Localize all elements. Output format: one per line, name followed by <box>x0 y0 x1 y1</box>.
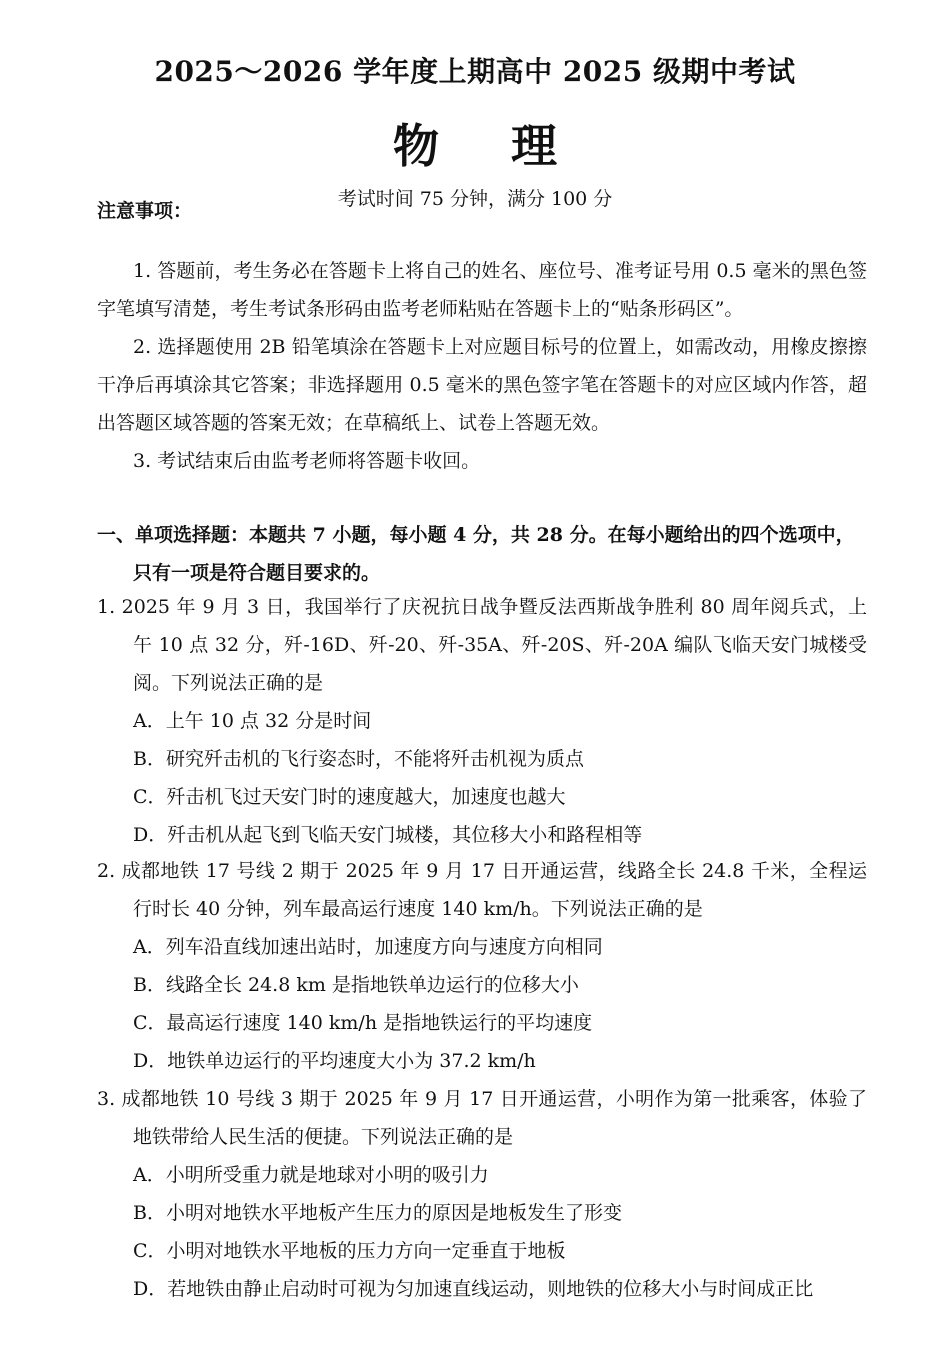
question-3 <box>97 1080 867 1308</box>
section-heading-line1: 一、单项选择题：本题共 7 小题，每小题 4 分，共 28 分。在每小题给出的四个选项中， <box>97 524 855 546</box>
exam-time-note: 考试时间 75 分钟，满分 100 分 <box>337 188 613 210</box>
question-option-d: D．歼击机从起飞到飞临天安门城楼，其位移大小和路程相等 <box>133 824 643 846</box>
question-option-c: C．最高运行速度 140 km/h 是指地铁运行的平均速度 <box>133 1012 593 1034</box>
question-stem: 1. 2025 年 9 月 3 日，我国举行了庆祝抗日战争暨反法西斯战争胜利 80 周年阅兵式，上午 10 点 32 分，歼-16D、歼-20、歼-35A、歼-20S、歼-20A 编队飞临天安门城楼受阅。下列说法正确的是 <box>97 596 867 694</box>
question-stem: 2. 成都地铁 17 号线 2 期于 2025 年 9 月 17 日开通运营，线路全长 24.8 千米，全程运行时长 40 分钟，列车最高运行速度 140 km/h。下列说法正确的是 <box>97 860 867 920</box>
question-option-c: C．小明对地铁水平地板的压力方向一定垂直于地板 <box>133 1240 566 1262</box>
question-1 <box>97 588 867 854</box>
question-option-d: D．地铁单边运行的平均速度大小为 37.2 km/h <box>133 1050 536 1072</box>
question-2 <box>97 852 867 1080</box>
question-option-a: A．小明所受重力就是地球对小明的吸引力 <box>133 1164 489 1186</box>
subject-title: 物 理 <box>392 119 585 173</box>
section-heading <box>97 516 867 592</box>
question-option-b: B．线路全长 24.8 km 是指地铁单边运行的位移大小 <box>133 974 579 996</box>
notice-item-3: 3. 考试结束后由监考老师将答题卡收回。 <box>133 450 481 472</box>
question-stem: 3. 成都地铁 10 号线 3 期于 2025 年 9 月 17 日开通运营，小明作为第一批乘客，体验了地铁带给人民生活的便捷。下列说法正确的是 <box>97 1088 867 1148</box>
question-option-b: B．研究歼击机的飞行姿态时，不能将歼击机视为质点 <box>133 748 584 770</box>
question-option-c: C．歼击机飞过天安门时的速度越大，加速度也越大 <box>133 786 566 808</box>
question-option-a: A．列车沿直线加速出站时，加速度方向与速度方向相同 <box>133 936 603 958</box>
section-heading-line2: 只有一项是符合题目要求的。 <box>133 562 381 584</box>
question-option-d: D．若地铁由静止启动时可视为匀加速直线运动，则地铁的位移大小与时间成正比 <box>133 1278 814 1300</box>
question-option-a: A．上午 10 点 32 分是时间 <box>133 710 372 732</box>
notice-item-1: 1. 答题前，考生务必在答题卡上将自己的姓名、座位号、准考证号用 0.5 毫米的黑色签字笔填写清楚，考生考试条形码由监考老师粘贴在答题卡上的“贴条形码区”。 <box>97 260 867 320</box>
notice-item-2: 2. 选择题使用 2B 铅笔填涂在答题卡上对应题目标号的位置上，如需改动，用橡皮擦擦干净后再填涂其它答案；非选择题用 0.5 毫米的黑色签字笔在答题卡的对应区域内作答，超出答题区域答题的答案无效；在草稿纸上、试卷上答题无效。 <box>97 336 867 434</box>
notice-heading: 注意事项： <box>97 200 193 222</box>
question-option-b: B．小明对地铁水平地板产生压力的原因是地板发生了形变 <box>133 1202 622 1224</box>
exam-title: 2025～2026 学年度上期高中 2025 级期中考试 <box>154 55 796 88</box>
